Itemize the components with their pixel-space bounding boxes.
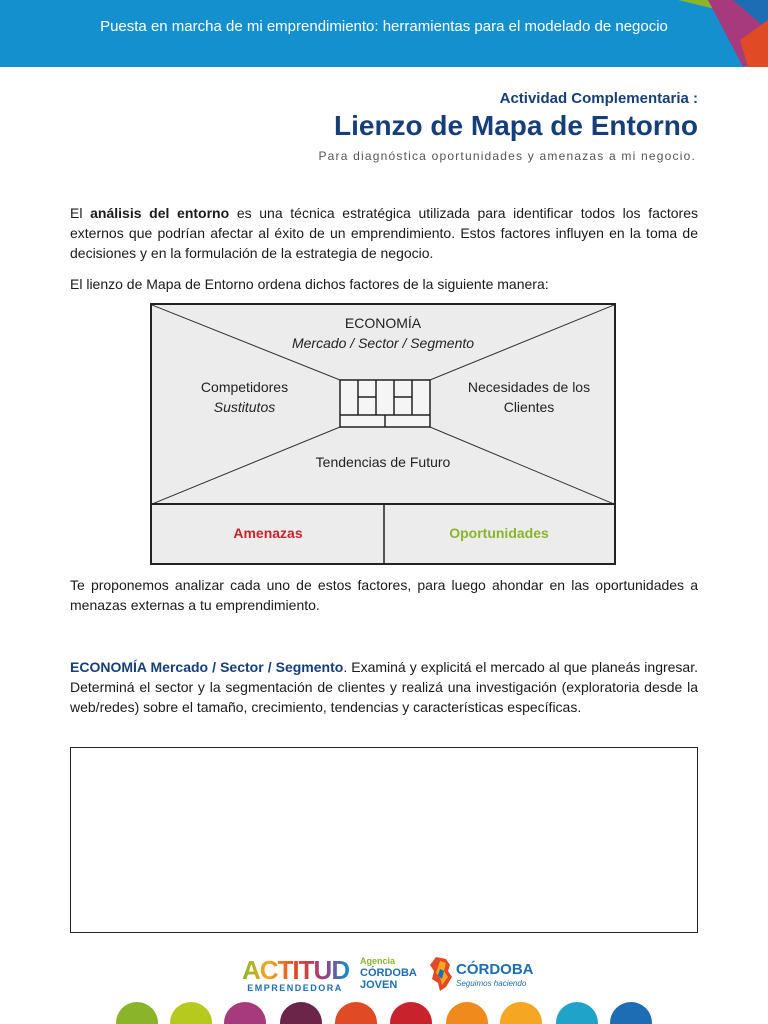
canvas-needs-label — [450, 377, 608, 417]
header-bar — [0, 0, 768, 67]
economy-title: ECONOMÍA — [344, 315, 422, 331]
economy-heading: ECONOMÍA Mercado / Sector / Segmento — [70, 659, 344, 675]
dot-4 — [280, 1002, 322, 1024]
dot-1 — [116, 1002, 158, 1024]
opportunities-label: Oportunidades — [449, 525, 549, 541]
needs-line1: Necesidades de los — [467, 379, 591, 395]
decorative-dots — [0, 1002, 768, 1024]
intro-paragraph — [70, 203, 698, 263]
agencia-cordoba-joven-logo — [360, 955, 422, 991]
actitud-logo-text: ACTITUD — [242, 955, 350, 985]
economy-subtitle: Mercado / Sector / Segmento — [291, 335, 475, 351]
page-title: Lienzo de Mapa de Entorno — [333, 110, 698, 141]
agencia-line3: JOVEN — [360, 979, 398, 991]
canvas-trends-label: Tendencias de Futuro — [315, 454, 451, 470]
economy-answer-box[interactable] — [70, 747, 698, 933]
dot-3 — [224, 1002, 266, 1024]
agencia-line1: Agencia — [360, 956, 396, 966]
dot-8 — [500, 1002, 542, 1024]
dot-6 — [390, 1002, 432, 1024]
proposal-paragraph: Te proponemos analizar cada uno de estos factores, para luego ahondar en las oportunidades a menazas externas a tu emprendimiento. — [70, 577, 698, 613]
activity-kicker: Actividad Complementaria : — [499, 90, 698, 107]
header-corner-graphic — [648, 0, 768, 67]
cordoba-map-icon — [430, 957, 454, 991]
page-subtitle: Para diagnóstica oportunidades y amenazas a mi negocio. — [318, 149, 696, 163]
dot-5 — [335, 1002, 377, 1024]
economy-paragraph — [70, 657, 698, 717]
dot-10 — [610, 1002, 652, 1024]
canvas-competitors-label — [172, 377, 317, 417]
threats-label: Amenazas — [233, 525, 303, 541]
canvas-intro: El lienzo de Mapa de Entorno ordena dichos factores de la siguiente manera: — [70, 276, 549, 292]
dot-7 — [446, 1002, 488, 1024]
intro-rest: es una técnica estratégica utilizada para identificar todos los factores externos que podrían afectar al éxito de un emprendimiento. Estos factores influyen en la toma de decisiones y en la formulación de la estrategia de negocio. — [70, 205, 699, 261]
competitors-title: Competidores — [200, 379, 289, 395]
dot-9 — [556, 1002, 598, 1024]
competitors-subtitle: Sustitutos — [213, 399, 276, 415]
environment-map-canvas — [150, 303, 616, 565]
cordoba-title: CÓRDOBA — [456, 961, 534, 978]
intro-bold-term: análisis del entorno — [90, 205, 230, 221]
actitud-logo-sub: EMPRENDEDORA — [247, 983, 343, 993]
intro-prefix: El — [70, 205, 91, 221]
cordoba-sub: Seguimos haciendo — [456, 979, 527, 988]
dot-2 — [170, 1002, 212, 1024]
footer-logos — [0, 955, 768, 995]
business-model-canvas-icon — [340, 380, 430, 427]
agencia-line2: CÓRDOBA — [360, 967, 417, 979]
economy-text: . Examiná y explicitá el mercado al que planeás ingresar. Determiná el sector y la segmentación de clientes y realizá una investigación (exploratoria desde la web/redes) sobre el tamaño, crecimiento, tendencias y características específicas. — [70, 659, 699, 715]
canvas-economy-label — [252, 313, 514, 353]
header-title: Puesta en marcha de mi emprendimiento: herramientas para el modelado de negocio — [100, 18, 668, 35]
actitud-emprendedora-logo — [242, 957, 348, 993]
needs-line2: Clientes — [503, 399, 555, 415]
